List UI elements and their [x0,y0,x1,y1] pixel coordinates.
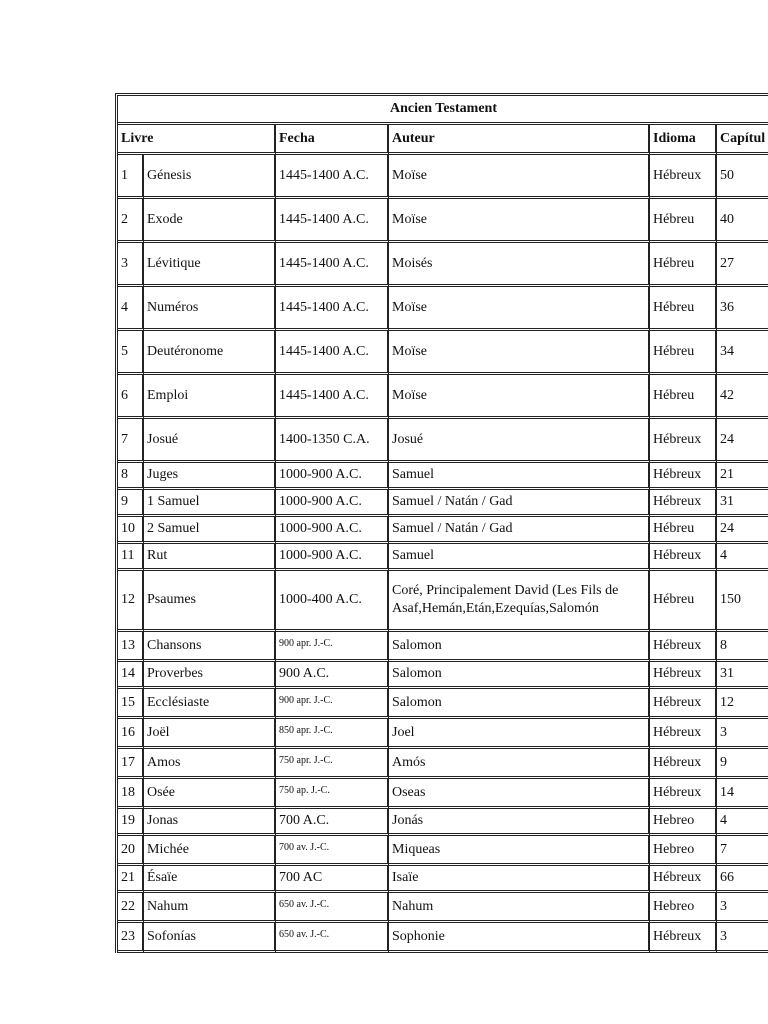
book-date: 1445-1400 A.C. [276,331,389,375]
book-language: Hébreux [650,463,717,490]
book-author: Moïse [389,375,650,419]
book-name: Josué [144,419,276,463]
book-author: Salomon [389,689,650,719]
table-row [118,836,768,866]
table-row [118,517,768,544]
book-number: 21 [118,866,144,893]
book-chapters: 12 [717,689,768,719]
book-number: 6 [118,375,144,419]
book-name: Sofonías [144,923,276,953]
book-chapters: 3 [717,719,768,749]
book-name: Proverbes [144,662,276,689]
book-date: 1445-1400 A.C. [276,155,389,199]
book-author: Samuel [389,544,650,571]
book-language: Hébreux [650,419,717,463]
book-chapters: 27 [717,243,768,287]
book-name: Exode [144,199,276,243]
book-author: Joel [389,719,650,749]
table-row [118,779,768,809]
book-number: 13 [118,632,144,662]
book-chapters: 31 [717,662,768,689]
book-language: Hébreux [650,689,717,719]
book-chapters: 24 [717,517,768,544]
book-author: Salomon [389,632,650,662]
book-date: 1000-900 A.C. [276,544,389,571]
book-date: 650 av. J.-C. [276,893,389,923]
book-date: 1400-1350 C.A. [276,419,389,463]
book-chapters: 42 [717,375,768,419]
book-author: Coré, Principalement David (Les Fils de Asaf,Hemán,Etán,Ezequías,Salomón [389,571,650,632]
book-author: Nahum [389,893,650,923]
table-row [118,893,768,923]
table-title: Ancien Testament [118,96,768,125]
book-number: 16 [118,719,144,749]
book-language: Hébreux [650,490,717,517]
book-number: 15 [118,689,144,719]
book-language: Hebreo [650,893,717,923]
book-language: Hébreux [650,155,717,199]
table-row [118,662,768,689]
book-name: Ecclésiaste [144,689,276,719]
book-name: Numéros [144,287,276,331]
table-row [118,809,768,836]
book-date: 900 A.C. [276,662,389,689]
book-name: 2 Samuel [144,517,276,544]
book-author: Oseas [389,779,650,809]
book-chapters: 4 [717,809,768,836]
book-chapters: 150 [717,571,768,632]
book-date: 1000-900 A.C. [276,490,389,517]
table-row [118,689,768,719]
book-name: Emploi [144,375,276,419]
old-testament-table [115,93,768,953]
book-chapters: 50 [717,155,768,199]
book-date: 1000-400 A.C. [276,571,389,632]
book-number: 8 [118,463,144,490]
book-number: 7 [118,419,144,463]
book-author: Moïse [389,155,650,199]
book-chapters: 3 [717,923,768,953]
book-chapters: 40 [717,199,768,243]
book-chapters: 66 [717,866,768,893]
book-date: 1445-1400 A.C. [276,199,389,243]
book-chapters: 7 [717,836,768,866]
table-row [118,544,768,571]
book-number: 9 [118,490,144,517]
book-name: Ésaïe [144,866,276,893]
book-number: 20 [118,836,144,866]
book-author: Moisés [389,243,650,287]
header-auteur: Auteur [389,125,650,155]
book-number: 18 [118,779,144,809]
book-date: 1445-1400 A.C. [276,287,389,331]
book-author: Samuel / Natán / Gad [389,517,650,544]
book-name: Juges [144,463,276,490]
table-row [118,331,768,375]
book-language: Hébreu [650,199,717,243]
book-name: Chansons [144,632,276,662]
book-name: Amos [144,749,276,779]
book-number: 14 [118,662,144,689]
book-chapters: 36 [717,287,768,331]
table-row [118,463,768,490]
book-date: 900 apr. J.-C. [276,632,389,662]
book-chapters: 34 [717,331,768,375]
header-capitulos: Capítul [717,125,768,155]
table-row [118,199,768,243]
book-chapters: 9 [717,749,768,779]
book-chapters: 14 [717,779,768,809]
book-author: Moïse [389,287,650,331]
book-date: 1000-900 A.C. [276,517,389,544]
table-row [118,243,768,287]
book-date: 900 apr. J.-C. [276,689,389,719]
book-language: Hébreu [650,331,717,375]
book-language: Hébreux [650,544,717,571]
book-name: Deutéronome [144,331,276,375]
book-name: Joël [144,719,276,749]
book-name: 1 Samuel [144,490,276,517]
table-row [118,719,768,749]
book-name: Osée [144,779,276,809]
book-author: Samuel / Natán / Gad [389,490,650,517]
book-language: Hébreux [650,632,717,662]
book-language: Hébreu [650,375,717,419]
book-author: Miqueas [389,836,650,866]
book-language: Hébreux [650,923,717,953]
book-number: 17 [118,749,144,779]
book-number: 12 [118,571,144,632]
book-date: 1000-900 A.C. [276,463,389,490]
table-row [118,375,768,419]
book-chapters: 3 [717,893,768,923]
table-row [118,866,768,893]
book-name: Psaumes [144,571,276,632]
table-row [118,155,768,199]
book-author: Moïse [389,331,650,375]
book-name: Jonas [144,809,276,836]
table-row [118,490,768,517]
book-date: 750 ap. J.-C. [276,779,389,809]
table-row [118,749,768,779]
book-author: Salomon [389,662,650,689]
book-number: 4 [118,287,144,331]
book-author: Moïse [389,199,650,243]
book-date: 700 av. J.-C. [276,836,389,866]
book-language: Hébreu [650,571,717,632]
book-date: 1445-1400 A.C. [276,375,389,419]
book-name: Michée [144,836,276,866]
book-number: 22 [118,893,144,923]
book-author: Amós [389,749,650,779]
book-chapters: 24 [717,419,768,463]
book-language: Hebreo [650,809,717,836]
book-number: 23 [118,923,144,953]
book-author: Samuel [389,463,650,490]
book-chapters: 8 [717,632,768,662]
book-author: Sophonie [389,923,650,953]
book-date: 700 A.C. [276,809,389,836]
table-row [118,571,768,632]
header-livre: Livre [118,125,276,155]
book-number: 2 [118,199,144,243]
book-author: Isaïe [389,866,650,893]
book-language: Hébreu [650,287,717,331]
book-language: Hébreu [650,243,717,287]
book-date: 850 apr. J.-C. [276,719,389,749]
book-date: 1445-1400 A.C. [276,243,389,287]
book-date: 750 apr. J.-C. [276,749,389,779]
book-name: Nahum [144,893,276,923]
table-row [118,632,768,662]
book-language: Hébreux [650,866,717,893]
book-chapters: 4 [717,544,768,571]
book-chapters: 21 [717,463,768,490]
table-row [118,287,768,331]
header-fecha: Fecha [276,125,389,155]
book-language: Hébreux [650,749,717,779]
book-author: Josué [389,419,650,463]
table-row [118,923,768,953]
book-date: 700 AC [276,866,389,893]
book-number: 1 [118,155,144,199]
header-idioma: Idioma [650,125,717,155]
book-name: Génesis [144,155,276,199]
book-number: 10 [118,517,144,544]
book-number: 19 [118,809,144,836]
book-name: Lévitique [144,243,276,287]
book-language: Hébreux [650,779,717,809]
book-language: Hébreux [650,662,717,689]
book-language: Hebreo [650,836,717,866]
book-chapters: 31 [717,490,768,517]
book-name: Rut [144,544,276,571]
book-language: Hébreu [650,517,717,544]
book-language: Hébreux [650,719,717,749]
book-number: 11 [118,544,144,571]
document-page [115,93,768,953]
header-row [118,125,768,155]
book-number: 3 [118,243,144,287]
book-author: Jonás [389,809,650,836]
book-number: 5 [118,331,144,375]
table-row [118,419,768,463]
book-date: 650 av. J.-C. [276,923,389,953]
